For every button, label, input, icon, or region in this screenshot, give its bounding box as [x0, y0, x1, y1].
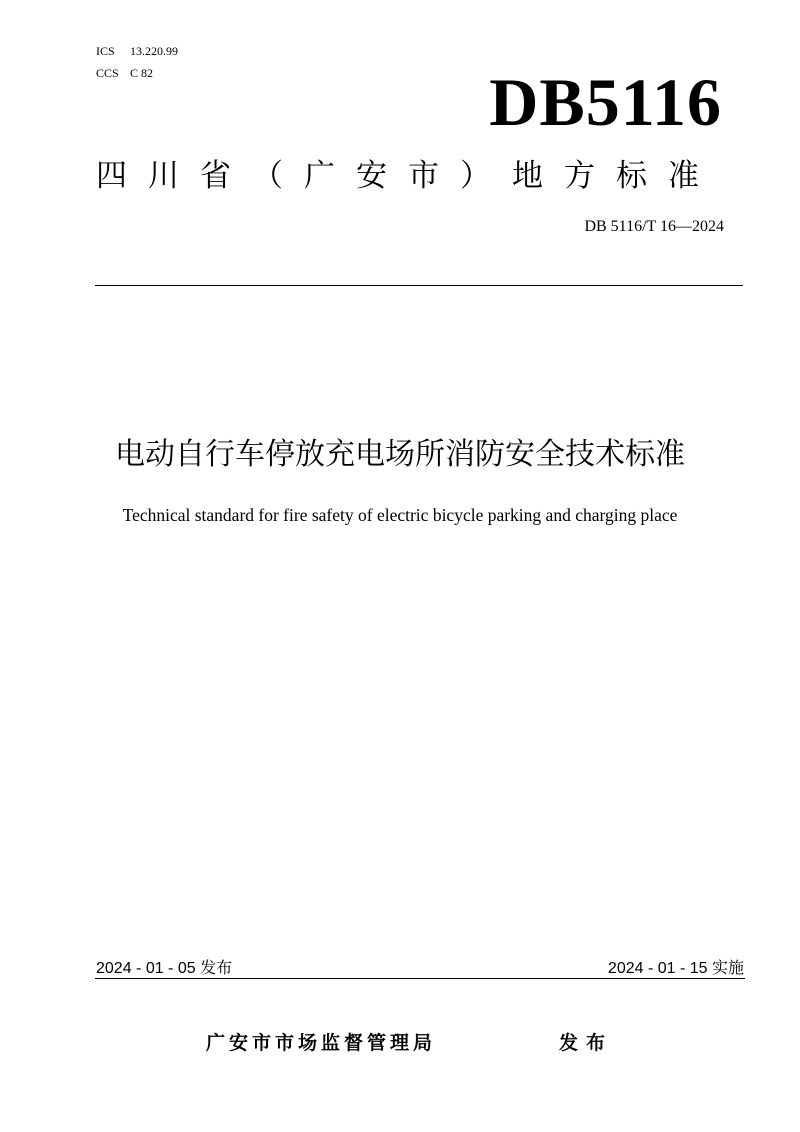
document-title-zh: 电动自行车停放充电场所消防安全技术标准	[115, 437, 685, 472]
top-divider	[95, 285, 743, 286]
classification-codes	[96, 40, 178, 84]
ccs-line	[96, 62, 178, 84]
issue-label: 发布	[559, 1032, 614, 1054]
ics-value: 13.220.99	[130, 44, 178, 58]
publish-date: 2024 - 01 - 05 发布	[96, 960, 233, 977]
issuing-authority: 广安市市场监督管理局	[206, 1032, 437, 1054]
ics-line	[96, 40, 178, 62]
ics-label: ICS	[96, 44, 115, 58]
standard-type: 四川省（广安市）地方标准	[96, 158, 720, 194]
document-title-en: Technical standard for fire safety of electric bicycle parking and charging place	[122, 505, 678, 525]
ccs-label: CCS	[96, 66, 119, 80]
standard-code: DB5116	[489, 64, 722, 140]
bottom-divider	[95, 978, 745, 979]
ccs-value: C 82	[130, 66, 154, 80]
implement-date: 2024 - 01 - 15 实施	[607, 960, 744, 977]
standard-number: DB 5116/T 16—2024	[584, 218, 724, 235]
